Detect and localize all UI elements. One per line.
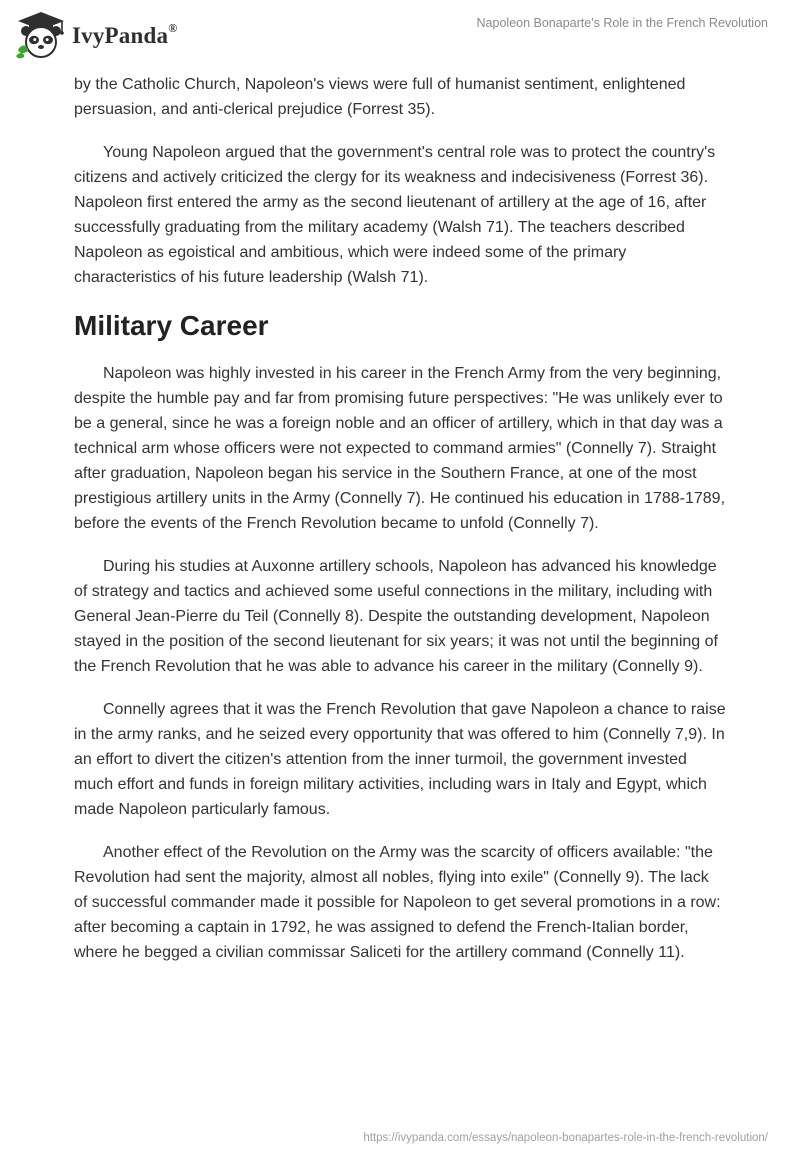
paragraph: Young Napoleon argued that the government's central role was to protect the country's citizens and actively criticized the clergy for its weakness and indecisiveness (Forrest 36). Napoleon first entered the army as the second lieutenant of artillery at the age of 16, after successfully graduating from the military academy (Walsh 71). The teachers described Napoleon as egoistical and ambitious, which were indeed some of the primary characteristics of his future leadership (Walsh 71). — [74, 144, 716, 286]
panda-graduate-icon — [14, 10, 68, 60]
logo-text: IvyPanda — [72, 23, 169, 48]
logo-registered-mark: ® — [168, 21, 178, 35]
ivypanda-logo[interactable] — [14, 10, 177, 60]
paragraph: During his studies at Auxonne artillery schools, Napoleon has advanced his knowledge of strategy and tactics and achieved some useful connections in the military, including with General Jean-Pierre du Teil (Connelly 8). Despite the outstanding development, Napoleon stayed in the position of the second lieutenant for six years; it was not until the beginning of the French Revolution that he was able to advance his career in the military (Connelly 9). — [74, 558, 718, 675]
paragraph-continuation: by the Catholic Church, Napoleon's views were full of humanist sentiment, enlightened persuasion, and anti-clerical prejudice (Forrest 35). — [74, 76, 686, 118]
paragraph: Another effect of the Revolution on the Army was the scarcity of officers available: "the Revolution had sent the majority, almost all nobles, flying into exile" (Connelly 9). The lack of successful commander made it possible for Napoleon to get several promotions in a row: after becoming a captain in 1792, he was assigned to defend the French-Italian border, where he begged a civilian commissar Saliceti for the artillery command (Connelly 11). — [74, 844, 721, 961]
page-header — [0, 0, 800, 68]
article-body — [74, 72, 726, 983]
paragraph: Connelly agrees that it was the French Revolution that gave Napoleon a chance to raise in the army ranks, and he seized every opportunity that was offered to him (Connelly 7,9). In an effort to divert the citizen's attention from the inner turmoil, the government invested much effort and funds in foreign military activities, including wars in Italy and Egypt, which made Napoleon particularly famous. — [74, 701, 726, 818]
source-url[interactable]: https://ivypanda.com/essays/napoleon-bonapartes-role-in-the-french-revolution/ — [363, 1132, 768, 1144]
logo-wordmark — [72, 23, 177, 49]
paragraph: Napoleon was highly invested in his career in the French Army from the very beginning, despite the humble pay and far from promising future perspectives: "He was unlikely ever to be a general, since he was a foreign noble and an officer of artillery, which in that day was a technical arm whose officers were not expected to command armies" (Connelly 7). Straight after graduation, Napoleon began his service in the Southern France, at one of the most prestigious artillery units in the Army (Connelly 7). He continued his education in 1788-1789, before the events of the French Revolution became to unfold (Connelly 7). — [74, 365, 726, 532]
section-heading: Military Career — [74, 310, 269, 341]
document-title: Napoleon Bonaparte's Role in the French Revolution — [476, 16, 768, 30]
